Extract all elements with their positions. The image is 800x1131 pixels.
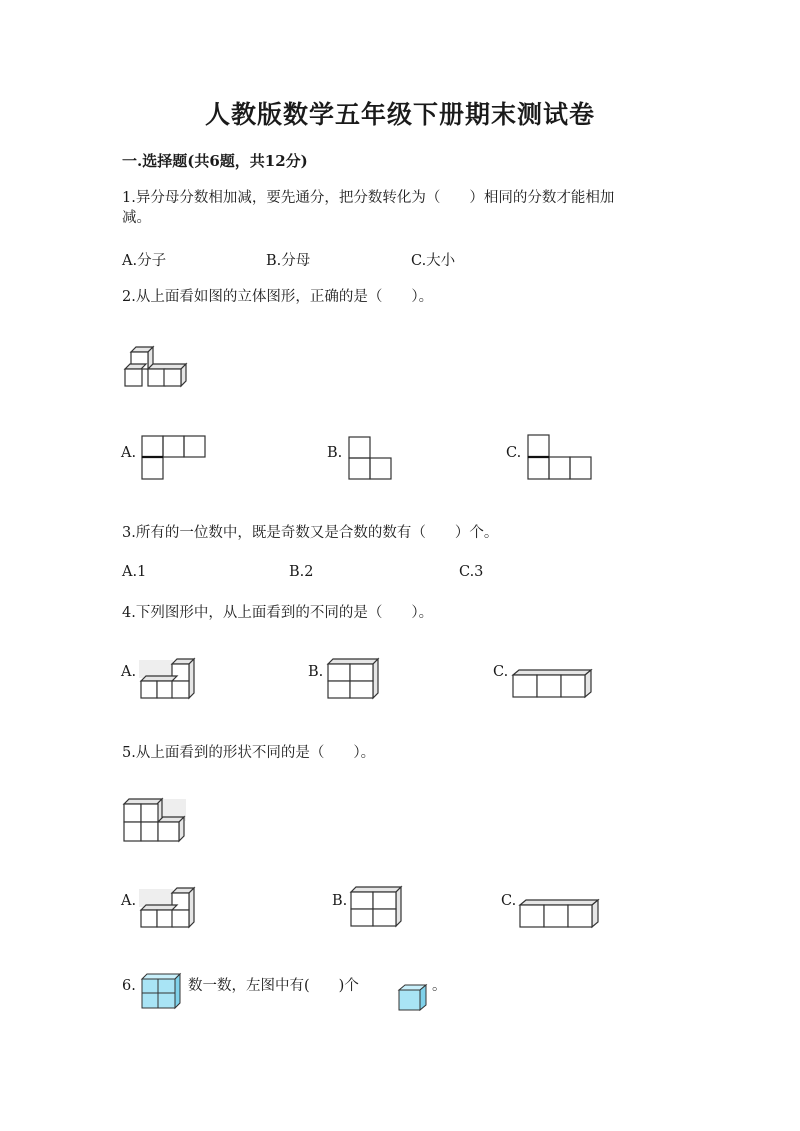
section-heading: 一.选择题(共6题，共12分) <box>122 152 308 170</box>
question-2-option-b-figure <box>348 436 393 482</box>
question-4-option-b-figure <box>326 658 380 700</box>
question-1-option-c[interactable]: C.大小 <box>411 253 456 269</box>
question-1-text-line1: 1.异分母分数相加减，要先通分，把分数转化为（ ）相同的分数才能相加 <box>122 190 615 206</box>
question-4-option-c-figure <box>511 669 593 701</box>
question-2-option-b[interactable]: B. <box>327 445 343 461</box>
question-5-option-a-figure <box>139 887 197 929</box>
question-2-option-c-figure <box>527 434 593 482</box>
question-4-option-b[interactable]: B. <box>308 664 324 680</box>
question-2-option-a-figure <box>141 435 207 481</box>
page-title: 人教版数学五年级下册期末测试卷 <box>204 100 595 129</box>
question-5-solid-figure <box>122 797 188 845</box>
question-1-option-b[interactable]: B.分母 <box>266 253 311 269</box>
question-5-text: 5.从上面看到的形状不同的是（ ）。 <box>122 745 376 761</box>
question-5-option-c[interactable]: C. <box>501 893 517 909</box>
question-4-text: 4.下列图形中，从上面看到的不同的是（ ）。 <box>122 605 434 621</box>
question-3-option-b[interactable]: B.2 <box>289 564 314 580</box>
question-2-option-a[interactable]: A. <box>121 445 137 461</box>
question-2-option-c[interactable]: C. <box>506 445 522 461</box>
question-5-option-b-figure <box>349 886 403 928</box>
question-1-option-a[interactable]: A.分子 <box>122 253 167 269</box>
question-5-option-a[interactable]: A. <box>121 893 137 909</box>
question-4-option-c[interactable]: C. <box>493 664 509 680</box>
question-5-option-c-figure <box>518 899 600 931</box>
question-4-option-a[interactable]: A. <box>121 664 137 680</box>
question-3-text: 3.所有的一位数中，既是奇数又是合数的数有（ ）个。 <box>122 525 499 541</box>
question-2-text: 2.从上面看如图的立体图形，正确的是（ ）。 <box>122 289 434 305</box>
question-4-option-a-figure <box>139 658 197 700</box>
question-6-number: 6. <box>122 978 136 994</box>
question-1-text-line2: 减。 <box>122 210 151 226</box>
question-6-end: 。 <box>432 978 447 994</box>
question-3-option-c[interactable]: C.3 <box>459 564 484 580</box>
question-3-option-a[interactable]: A.1 <box>122 564 147 580</box>
question-5-option-b[interactable]: B. <box>332 893 348 909</box>
question-2-solid-figure <box>124 345 186 390</box>
question-6-text: 数一数，左图中有( )个 <box>188 978 359 994</box>
question-6-single-cube <box>397 983 429 1013</box>
question-6-cube-stack-figure <box>140 972 186 1010</box>
